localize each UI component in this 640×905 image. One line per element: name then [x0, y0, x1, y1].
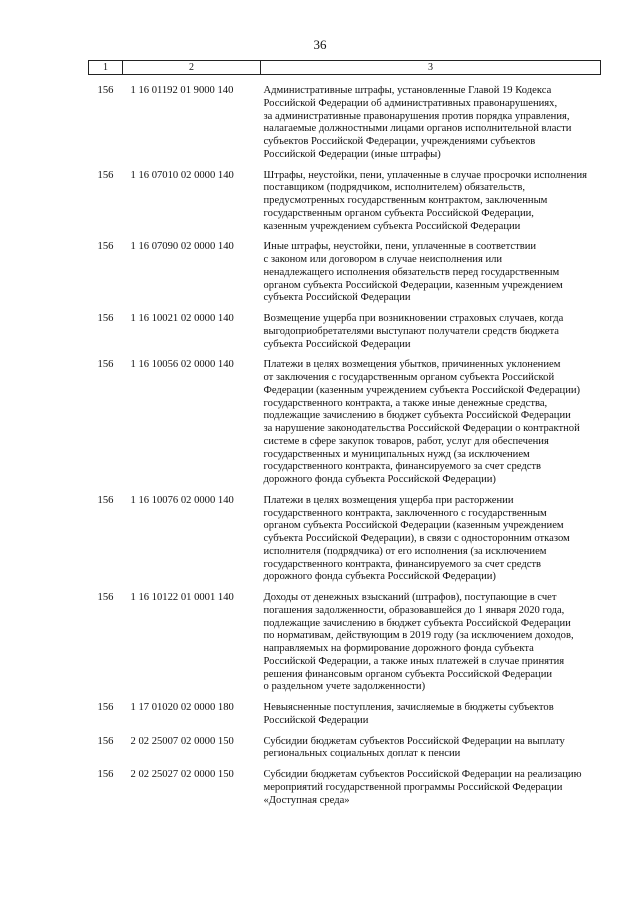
table-row — [89, 730, 601, 764]
revenue-name-line: казенным учреждением субъекта Российской Федерации — [263, 220, 521, 232]
admin-code-cell: 156 — [97, 769, 114, 780]
admin-code-cell: 156 — [97, 313, 114, 324]
revenue-name-line: Доходы от денежных взысканий (штрафов), поступающие в счет — [263, 592, 557, 603]
revenue-name-line: Административные штрафы, установленные Главой 19 Кодекса — [263, 85, 552, 96]
revenue-name-line: «Доступная среда» — [263, 794, 350, 806]
revenue-name-line: государственного контракта, финансируемого за счет средств — [263, 558, 542, 570]
admin-code-cell: 156 — [97, 592, 114, 603]
revenue-name-line: исполнителя (подрядчика) от его исполнения (за исключением — [263, 545, 547, 557]
revenue-name-cell — [261, 586, 601, 696]
revenue-name-cell — [261, 730, 601, 764]
revenue-name-line: дорожного фонда субъекта Российской Федерации) — [263, 571, 496, 583]
budget-code-cell: 2 02 25027 02 0000 150 — [130, 769, 234, 780]
revenue-name-line: Штрафы, неустойки, пени, уплаченные в случае просрочки исполнения — [263, 169, 587, 181]
revenue-name-line: Российской Федерации, а также иных платежей в случае принятия — [263, 655, 565, 667]
revenue-name-line: Субсидии бюджетам субъектов Российской Федерации на реализацию — [263, 769, 582, 780]
budget-code-cell: 1 16 07090 02 0000 140 — [130, 241, 234, 253]
revenue-name-line: подлежащие зачислению в бюджет субъекта Российской Федерации — [263, 617, 571, 629]
revenue-name-line: Российской Федерации (иные штрафы) — [263, 148, 441, 160]
revenue-name-line: Российской Федерации об административных правонарушениях, — [263, 97, 558, 109]
table-header — [89, 61, 601, 75]
revenue-name-line: субъекта Российской Федерации — [263, 292, 411, 304]
revenue-name-line: подлежащие зачислению в бюджет субъекта Российской Федерации — [263, 410, 571, 422]
revenue-name-line: Возмещение ущерба при возникновении страховых случаев, когда — [263, 313, 564, 324]
table-body — [89, 75, 601, 810]
revenue-name-line: субъекта Российской Федерации — [263, 338, 411, 350]
revenue-name-line: Субсидии бюджетам субъектов Российской Федерации на выплату — [263, 735, 565, 747]
revenue-name-line: субъектов Российской Федерации, учреждениями субъектов — [263, 136, 536, 147]
admin-code-cell: 156 — [97, 85, 114, 96]
revenue-name-line: по нормативам, действующим в 2019 году (за исключением доходов, — [263, 630, 574, 642]
table-row — [89, 763, 601, 809]
revenue-name-line: о раздельном учете задолженности) — [263, 681, 426, 693]
table-row — [89, 75, 601, 164]
header-col-1: 1 — [89, 61, 123, 75]
revenue-name-line: поставщиком (подрядчиком, исполнителем) обязательств, — [263, 182, 525, 194]
budget-code-cell: 1 16 01192 01 9000 140 — [130, 85, 234, 96]
admin-code-cell: 156 — [97, 241, 114, 253]
table-row — [89, 307, 601, 353]
budget-code-cell: 1 16 07010 02 0000 140 — [130, 169, 234, 181]
admin-code-cell: 156 — [97, 494, 114, 506]
revenue-name-line: ненадлежащего исполнения обязательств перед государственным — [263, 266, 560, 278]
revenue-name-cell — [261, 489, 601, 586]
revenue-name-line: за нарушение законодательства Российской Федерации о контрактной — [263, 423, 580, 434]
revenue-name-line: Невыясненные поступления, зачисляемые в бюджеты субъектов — [263, 702, 554, 713]
revenue-name-line: государственного контракта, финансируемого за счет средств — [263, 461, 542, 473]
revenue-name-cell — [261, 353, 601, 489]
table-row — [89, 353, 601, 489]
revenue-name-cell — [261, 696, 601, 730]
header-col-2: 2 — [123, 61, 261, 75]
revenue-name-line: мероприятий государственной программы Российской Федерации — [263, 781, 563, 793]
revenue-name-cell — [261, 164, 601, 236]
budget-classification-table — [88, 60, 601, 809]
table-row — [89, 164, 601, 236]
revenue-name-line: выгодоприобретателями выступают получатели средств бюджета — [263, 325, 559, 337]
revenue-name-line: Российской Федерации — [263, 714, 369, 726]
budget-code-cell: 1 16 10021 02 0000 140 — [130, 313, 234, 324]
revenue-name-line: с законом или договором в случае неисполнения или — [263, 254, 503, 265]
revenue-name-line: государственного контракта, заключенного с государственным — [263, 507, 547, 519]
admin-code-cell: 156 — [97, 359, 114, 371]
revenue-name-line: Федерации (казенным учреждением субъекта Российской Федерации) — [263, 384, 581, 396]
table-row — [89, 489, 601, 586]
revenue-name-cell — [261, 307, 601, 353]
revenue-name-line: предусмотренных государственным контрактом, заключенным — [263, 195, 548, 206]
revenue-name-line: органом субъекта Российской Федерации, казенным учреждением — [263, 279, 563, 291]
budget-code-cell: 1 16 10122 01 0001 140 — [130, 592, 234, 603]
revenue-name-line: Иные штрафы, неустойки, пени, уплаченные в соответствии — [263, 241, 537, 253]
table-row — [89, 235, 601, 307]
revenue-name-line: государственных и муниципальных нужд (за исключением — [263, 448, 530, 460]
page-number: 36 — [313, 37, 327, 52]
revenue-name-cell — [261, 235, 601, 307]
revenue-name-line: решения финансовым органом субъекта Российской Федерации — [263, 668, 553, 680]
revenue-name-line: дорожного фонда субъекта Российской Федерации) — [263, 474, 496, 485]
revenue-name-line: субъекта Российской Федерации), в связи с односторонним отказом — [263, 533, 570, 544]
revenue-name-line: государственного контракта, а также иные денежные средства, — [263, 397, 548, 409]
revenue-name-line: Платежи в целях возмещения ущерба при расторжении — [263, 494, 514, 506]
revenue-name-cell — [261, 75, 601, 164]
budget-code-cell: 1 16 10056 02 0000 140 — [130, 359, 234, 371]
revenue-name-line: Платежи в целях возмещения убытков, причиненных уклонением — [263, 359, 561, 371]
revenue-name-line: региональных социальных доплат к пенсии — [263, 748, 461, 760]
admin-code-cell: 156 — [97, 735, 114, 747]
budget-code-cell: 1 17 01020 02 0000 180 — [130, 702, 234, 713]
revenue-name-line: органом субъекта Российской Федерации (казенным учреждением — [263, 520, 564, 532]
revenue-name-line: за административные правонарушения против порядка управления, — [263, 110, 570, 122]
budget-code-cell: 1 16 10076 02 0000 140 — [130, 494, 234, 506]
revenue-name-cell — [261, 763, 601, 809]
header-col-3: 3 — [261, 61, 601, 75]
revenue-name-line: направляемых на формирование дорожного фонда субъекта — [263, 643, 534, 654]
admin-code-cell: 156 — [97, 702, 114, 713]
revenue-name-line: государственным органом субъекта Российской Федерации, — [263, 207, 534, 219]
table-row — [89, 586, 601, 696]
admin-code-cell: 156 — [97, 169, 114, 181]
revenue-name-line: системе в сфере закупок товаров, работ, услуг для обеспечения — [263, 435, 549, 447]
revenue-name-line: налагаемые должностными лицами органов исполнительной власти — [263, 123, 572, 135]
table-row — [89, 696, 601, 730]
revenue-name-line: от заключения с государственным органом субъекта Российской — [263, 372, 555, 383]
budget-code-cell: 2 02 25007 02 0000 150 — [130, 735, 234, 747]
revenue-name-line: погашения задолженности, образовавшейся до 1 января 2020 года, — [263, 604, 565, 616]
